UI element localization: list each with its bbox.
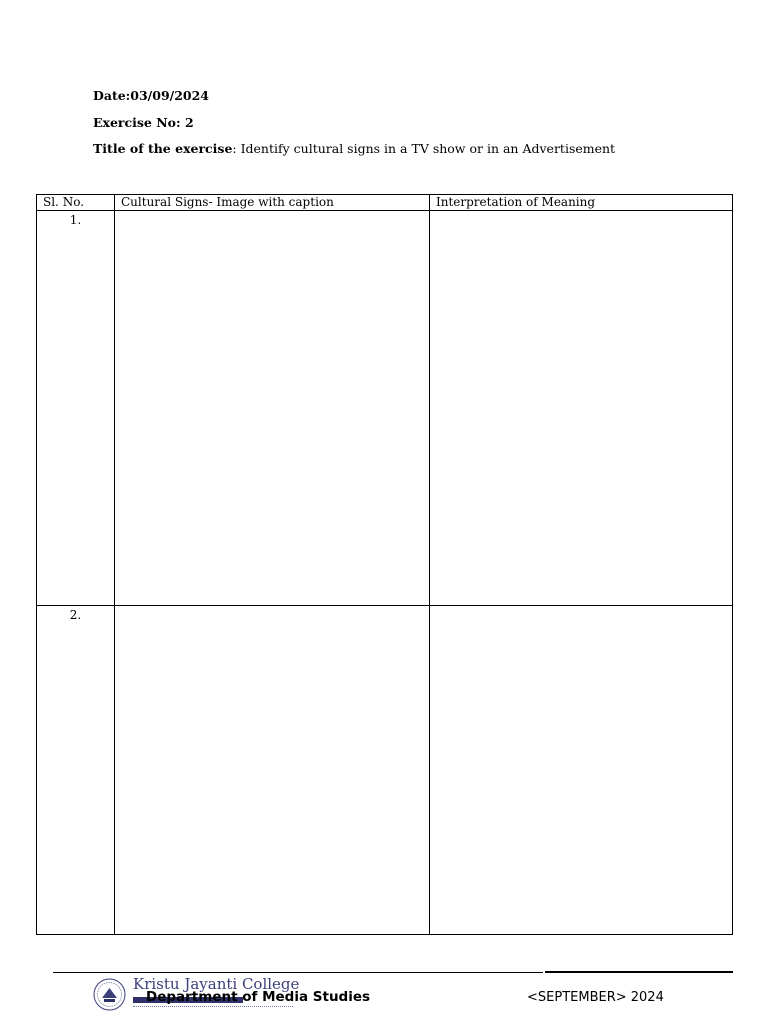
logo-text: Kristu Jayanti College	[133, 975, 300, 993]
table-header-row	[37, 195, 733, 211]
department-name: Department of Media Studies	[146, 989, 371, 1005]
exercise-number	[93, 115, 194, 130]
footer-divider	[53, 972, 543, 973]
interpretation-cell[interactable]	[430, 211, 733, 606]
logo-tagline	[133, 1006, 293, 1010]
exercise-title	[93, 141, 615, 156]
cultural-signs-cell[interactable]	[115, 211, 430, 606]
exercise-table	[36, 194, 733, 935]
interpretation-cell[interactable]	[430, 606, 733, 935]
column-header-sl-no: Sl. No.	[37, 195, 115, 211]
row-number: 1.	[37, 211, 115, 606]
date-value: 03/09/2024	[130, 88, 209, 103]
column-header-cultural-signs: Cultural Signs- Image with caption	[115, 195, 430, 211]
cultural-signs-cell[interactable]	[115, 606, 430, 935]
date-line	[93, 88, 209, 103]
title-value: : Identify cultural signs in a TV show or in an Advertisement	[232, 141, 616, 156]
month-year: <SEPTEMBER> 2024	[527, 990, 664, 1005]
college-seal-icon	[93, 978, 126, 1011]
row-number: 2.	[37, 606, 115, 935]
date-label: Date:	[93, 88, 131, 103]
title-label: Title of the exercise	[93, 141, 233, 156]
table-row	[37, 606, 733, 935]
footer-divider-accent	[545, 971, 733, 973]
exercise-label: Exercise No: 2	[93, 115, 194, 130]
table-row	[37, 211, 733, 606]
column-header-interpretation: Interpretation of Meaning	[430, 195, 733, 211]
